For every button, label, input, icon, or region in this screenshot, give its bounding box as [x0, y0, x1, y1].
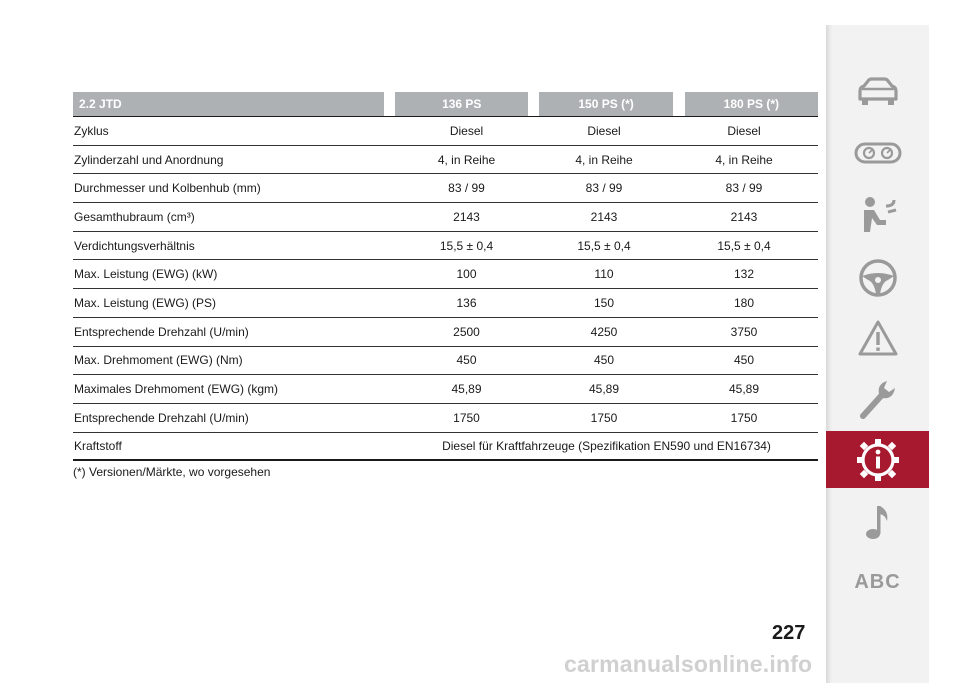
row-value: Diesel	[449, 123, 484, 138]
row-value: 15,5 ± 0,4	[577, 238, 631, 253]
row-label: Zylinderzahl und Anordnung	[74, 152, 224, 167]
sidebar-item-driving[interactable]	[826, 257, 929, 299]
chapter-sidebar	[826, 25, 929, 683]
row-value: 3750	[730, 324, 758, 339]
row-label: Maximales Drehmoment (EWG) (kgm)	[74, 382, 279, 397]
spec-table	[73, 92, 818, 461]
header-136ps: 136 PS	[395, 92, 528, 116]
table-row	[73, 404, 818, 433]
wrench-icon	[857, 378, 899, 420]
row-value: 83 / 99	[448, 181, 485, 196]
row-label: Max. Leistung (EWG) (PS)	[74, 295, 217, 310]
abc-label: ABC	[854, 570, 901, 593]
steering-wheel-icon	[858, 258, 898, 298]
sidebar-item-dashboard[interactable]	[826, 137, 929, 169]
table-row	[73, 232, 818, 261]
car-icon	[854, 77, 902, 109]
music-note-icon	[863, 503, 893, 541]
sidebar-item-maintenance[interactable]	[826, 377, 929, 421]
table-header	[73, 92, 818, 116]
footnote: (*) Versionen/Märkte, wo vorgesehen	[73, 465, 271, 479]
row-value: 15,5 ± 0,4	[439, 238, 494, 253]
row-value: 180	[733, 295, 755, 310]
table-row	[73, 260, 818, 289]
row-value: 4, in Reihe	[715, 152, 773, 167]
airbag-person-icon	[856, 196, 900, 234]
table-row	[73, 347, 818, 376]
sidebar-item-car[interactable]	[826, 73, 929, 113]
row-value: 2500	[453, 324, 480, 339]
header-150ps: 150 PS (*)	[539, 92, 672, 116]
row-value: 2143	[590, 209, 618, 224]
row-label: Zyklus	[74, 123, 109, 138]
row-value: 450	[733, 353, 755, 368]
page-number: 227	[772, 622, 806, 644]
row-label: Max. Leistung (EWG) (kW)	[74, 267, 218, 282]
sidebar-item-safety[interactable]	[826, 195, 929, 235]
row-label: Durchmesser und Kolbenhub (mm)	[74, 181, 261, 196]
row-value: 45,89	[451, 382, 482, 397]
row-value: 110	[594, 267, 614, 282]
row-value: 83 / 99	[725, 181, 763, 196]
watermark: carmanualsonline.info	[564, 651, 813, 677]
header-engine: 2.2 JTD	[73, 92, 384, 116]
table-row	[73, 318, 818, 347]
row-label: Kraftstoff	[74, 438, 122, 453]
header-180ps: 180 PS (*)	[685, 92, 818, 116]
row-label: Gesamthubraum (cm³)	[74, 209, 195, 224]
table-row	[73, 174, 818, 203]
table-row	[73, 375, 818, 404]
row-value: 150	[593, 295, 615, 310]
sidebar-item-emergency[interactable]	[826, 317, 929, 359]
row-value: 2143	[730, 209, 758, 224]
sidebar-item-technical-data[interactable]	[826, 431, 929, 488]
dashboard-icon	[854, 141, 902, 165]
row-value: Diesel	[587, 123, 621, 138]
row-value: 2143	[453, 209, 480, 224]
row-value: 83 / 99	[585, 181, 623, 196]
sidebar-item-multimedia[interactable]	[826, 501, 929, 543]
row-label: Verdichtungsverhältnis	[74, 238, 195, 253]
gear-info-icon	[855, 437, 901, 483]
row-value: 45,89	[728, 382, 760, 397]
row-value: 4250	[590, 324, 618, 339]
sidebar-item-index[interactable]	[826, 567, 929, 597]
row-value: Diesel	[727, 123, 761, 138]
row-value: 4, in Reihe	[437, 152, 496, 167]
row-label: Max. Drehmoment (EWG) (Nm)	[74, 353, 243, 368]
row-value: 136	[456, 295, 477, 310]
table-row	[73, 203, 818, 232]
row-value: 100	[456, 267, 477, 282]
row-value: 1750	[453, 410, 480, 425]
row-value: 1750	[730, 410, 758, 425]
row-value: 132	[733, 267, 755, 282]
warning-triangle-icon	[857, 319, 899, 357]
row-label: Entsprechende Drehzahl (U/min)	[74, 410, 249, 425]
row-value: 1750	[590, 410, 618, 425]
row-value: 450	[456, 353, 477, 368]
table-body	[73, 117, 818, 433]
row-value: 45,89	[588, 382, 620, 397]
table-row	[73, 146, 818, 175]
row-value: 4, in Reihe	[575, 152, 633, 167]
row-value: 15,5 ± 0,4	[717, 238, 771, 253]
row-label: Entsprechende Drehzahl (U/min)	[74, 324, 249, 339]
table-row-fuel	[73, 433, 818, 462]
row-value-span: Diesel für Kraftfahrzeuge (Spezifikation EN590 und EN16734)	[442, 438, 771, 453]
table-row	[73, 117, 818, 146]
row-value: 450	[593, 353, 615, 368]
table-row	[73, 289, 818, 318]
